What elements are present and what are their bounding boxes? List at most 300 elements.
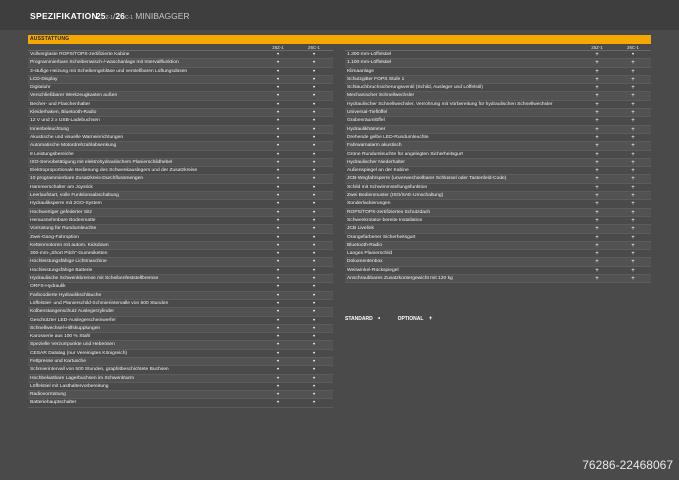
model-b-mark: • [312,276,316,283]
model-b-mark: • [312,367,316,374]
model-b-mark: + [631,101,635,108]
table-row [28,275,333,283]
model-b-mark: • [312,325,316,332]
model-a-mark: + [595,209,599,216]
model-a-mark: + [595,60,599,67]
table-row [28,51,333,59]
table-row [345,258,651,266]
row-label: Automatische Motordrehzahlabsenkung [30,143,117,149]
model-b-mark: • [312,392,316,399]
model-a-mark: • [276,68,280,75]
model-a-sub: Z-1 [105,15,113,21]
row-label: Innenbeleuchtung [30,126,69,132]
row-label: Batteriehauptschalter [30,400,77,406]
model-a-mark: + [595,159,599,166]
model-a-mark: • [276,110,280,117]
table-row [28,317,333,325]
model-a-mark: + [595,217,599,224]
legend [345,316,448,322]
row-label: Zwei-Gang-Fahroption [30,234,79,240]
table-row [28,159,333,167]
table-row [345,175,651,183]
model-b-mark: + [631,201,635,208]
table-row [28,258,333,266]
model-a-mark: • [276,76,280,83]
table-row [28,300,333,308]
model-b-mark: • [312,159,316,166]
table-row [345,126,651,134]
model-a-mark: • [276,367,280,374]
row-label: Schnellwechsel-Hilfskupplungen [30,325,101,331]
row-label: 8 Leistungsbereiche [30,151,74,157]
row-label: Kolbenstangenschutz Auslegerzylinder [30,309,115,315]
model-a-mark: + [595,242,599,249]
row-label: Hammerschalter am Joystick [30,184,93,190]
model-b-mark: + [631,184,635,191]
model-b-mark: • [312,93,316,100]
row-label: ORFS-Hydraulik [30,284,66,290]
page-header [0,0,679,30]
model-a-mark: • [276,358,280,365]
table-row [345,192,651,200]
table-row [345,167,651,175]
row-label: Außenspiegel an der Kabine [347,168,409,174]
model-a: 25 [96,11,106,21]
table-row [28,59,333,67]
model-a-mark: • [276,193,280,200]
model-b-mark: + [631,151,635,158]
model-a-mark: • [276,217,280,224]
model-a-mark: • [276,85,280,92]
model-a-mark: • [276,168,280,175]
table-row [28,192,333,200]
model-a-mark: • [276,325,280,332]
column-model-a: 25Z-1 [591,45,603,50]
model-a-mark: • [276,159,280,166]
row-label: Sonderlackierungen [347,201,391,207]
table-row [28,142,333,150]
row-label: ROPS/TOPS-zertifiziertes Schutzdach [347,209,431,215]
row-label: Hydraulische Schwenkbremse mit Scheibenfeststellbremse [30,276,159,282]
model-b-mark: + [631,209,635,216]
model-a-mark: • [276,151,280,158]
row-label: Anschraubbares Zusatzkontergewicht mit 120 kg [347,276,453,282]
row-label: Grabenräumlöffel [347,118,385,124]
model-b-mark: • [312,193,316,200]
model-a-mark: • [276,201,280,208]
row-label: Hochwertiger gefederter Sitz [30,209,92,215]
table-row [345,59,651,67]
table-row [28,209,333,217]
model-b-mark: • [312,375,316,382]
row-label: Schutzgitter FOPS Stufe 1 [347,76,405,82]
model-a-mark: + [595,143,599,150]
model-b-mark: • [312,342,316,349]
table-row [28,341,333,349]
table-row [28,101,333,109]
model-b-mark: • [312,309,316,316]
model-a-mark: + [595,234,599,241]
model-b-mark: + [631,76,635,83]
table-row [28,84,333,92]
model-b-mark: • [312,251,316,258]
model-a-mark: • [276,143,280,150]
model-a-mark: • [276,134,280,141]
model-b-mark: • [312,126,316,133]
model-a-mark: • [276,375,280,382]
model-b-mark: + [631,276,635,283]
model-a-mark: + [595,259,599,266]
model-sep: / [112,11,116,21]
table-row [345,242,651,250]
table-column-header [28,44,333,51]
model-a-mark: • [276,242,280,249]
model-b-mark: • [312,60,316,67]
model-a-mark: • [276,226,280,233]
column-model-b: 26C-1 [308,45,320,50]
row-label: Hydraulikhämmer [347,126,386,132]
model-b-mark: • [312,143,316,150]
row-label: JCB Livelink [347,226,374,232]
table-row [345,209,651,217]
model-b-mark: + [631,143,635,150]
model-suffix: MINIBAGGER [135,11,190,21]
row-label: Dokumentenbox [347,259,383,265]
model-a-mark: + [595,93,599,100]
row-label: Fettpresse und Kartusche [30,358,87,364]
model-b-mark: + [631,226,635,233]
row-label: 3-stufige Heizung mit Scheibengebläse und verstellbaren Lüftungsdüsen [30,68,188,74]
model-b-mark: • [312,209,316,216]
row-label: Schmierintervall von 500 Stunden, graphitbeschichtete Buchsen [30,367,169,373]
table-row [345,92,651,100]
row-label: Hochleistungsfähige Batterie [30,267,93,273]
table-row [28,325,333,333]
row-label: Schlauchbruchsicherungsventil (Schild, Ausleger und Löffelstil) [347,85,483,91]
table-row [345,250,651,258]
row-label: Drehende gelbe LED-Rundumleuchte [347,134,429,140]
model-b-mark: • [312,300,316,307]
row-label: 1.300-mm-Löffelstiel [347,52,392,57]
model-a-mark: + [595,126,599,133]
row-label: Hydraulischer Niederhalter [347,159,405,165]
row-label: Löffelstiel mit Lasthaltervorbereitung [30,383,109,389]
row-label: Fahrwarnalarm akustisch [347,143,402,149]
model-a-mark: • [276,400,280,407]
model-a-mark: • [276,334,280,341]
model-b-mark: + [631,85,635,92]
table-row [345,184,651,192]
model-b-mark: • [312,101,316,108]
legend-standard-label: STANDARD [345,316,373,322]
row-label: Langes Planierschild [347,251,393,257]
table-row [345,101,651,109]
row-label: LCD-Display [30,76,58,82]
row-label: Klimaanlage [347,68,374,74]
model-b-mark: • [312,176,316,183]
model-a-mark: + [595,134,599,141]
model-a-mark: • [276,284,280,291]
equipment-banner-label: AUSSTATTUNG [30,36,70,42]
table-row [28,184,333,192]
table-row [28,225,333,233]
model-b-mark: • [631,52,635,58]
model-b-mark: • [312,110,316,117]
table-row [28,267,333,275]
model-a-mark: • [276,392,280,399]
model-a-mark: • [276,118,280,125]
table-row [28,308,333,316]
model-a-mark: • [276,300,280,307]
table-row [28,283,333,291]
table-row [345,267,651,275]
model-a-mark: + [595,226,599,233]
model-b-mark: • [312,52,316,58]
model-a-mark: + [595,201,599,208]
legend-optional-symbol: + [428,316,433,322]
column-model-a: 25Z-1 [272,45,284,50]
row-label: Kettenmotoren mit autom. Kickdown [30,242,109,248]
row-label: Weitwinkel-Rückspiegel [347,267,399,273]
model-a-mark: + [595,76,599,83]
model-a-mark: • [276,317,280,324]
model-b-mark: + [631,242,635,249]
model-b-mark: + [631,118,635,125]
model-b-mark: + [631,159,635,166]
model-a-mark: • [276,126,280,133]
model-a-mark: + [595,151,599,158]
row-label: Universal-Tieflöffel [347,110,388,116]
model-a-mark: + [595,267,599,274]
row-label: Akustische und visuelle Warneinrichtungen [30,134,124,140]
row-label: Spezielle Verzurrpunkte und Hebeösen [30,342,115,348]
table-row [28,109,333,117]
model-a-mark: + [595,110,599,117]
row-label: Vorrüstung für Rundumleuchte [30,226,97,232]
model-a-mark: • [276,342,280,349]
model-b-mark: • [312,201,316,208]
section-title: SPEZIFIKATION [30,11,98,21]
equipment-banner [28,35,651,44]
model-b-mark: + [631,259,635,266]
model-a-mark: • [276,292,280,299]
model-title [96,11,190,21]
row-label: 300-mm-„Short Pitch“-Gummiketten [30,251,108,257]
row-label: Schwenkrotator-bereite Installation [347,217,423,223]
model-a-mark: + [595,118,599,125]
table-row [28,76,333,84]
model-b-mark: • [312,184,316,191]
model-b-mark: • [312,242,316,249]
model-b-mark: • [312,68,316,75]
table-row [28,117,333,125]
table-row [28,134,333,142]
row-label: Digitaluhr [30,85,51,91]
model-a-mark: • [276,60,280,67]
table-row [28,333,333,341]
model-b-mark: • [312,383,316,390]
row-label: Zwei Bedienmuster (ISO/SAE-Umschaltung) [347,193,444,199]
optional-equipment-table [345,44,651,283]
model-b-mark: + [631,126,635,133]
table-row [345,134,651,142]
table-row [28,292,333,300]
table-row [28,217,333,225]
model-b-mark: + [631,251,635,258]
standard-equipment-table [28,44,333,408]
table-row [28,167,333,175]
model-a-mark: • [276,309,280,316]
model-a-mark: • [276,350,280,357]
model-a-mark: + [595,251,599,258]
model-a-mark: + [595,184,599,191]
row-label: Radiovorrüstung [30,392,66,398]
table-row [345,217,651,225]
row-label: Geschützter LED-Auslegerscheinwerfer [30,317,116,323]
table-row [28,126,333,134]
model-b-mark: + [631,110,635,117]
row-label: Kleiderhaken, Bluetooth-Radio [30,110,97,116]
row-label: Farbcodierte Hydraulikschläuche [30,292,102,298]
model-b-mark: + [631,68,635,75]
model-a-mark: • [276,259,280,266]
row-label: Programmierbare Scheibenwisch-/-waschanlage mit Intervallfunktion [30,60,179,66]
model-b: 26 [115,11,125,21]
row-label: Hochleistungsfähige Lichtmaschine [30,259,107,265]
table-column-header [345,44,651,51]
row-label: 1.100-mm-Löffelstiel [347,60,392,66]
column-model-b: 26C-1 [627,45,639,50]
model-b-mark: + [631,217,635,224]
row-label: Becher- und Flaschenhalter [30,101,91,107]
model-b-mark: • [312,234,316,241]
model-b-mark: • [312,168,316,175]
row-label: JCB-Wegfahrsperre (unverwechselbarer Schlüssel oder Tastenfeld-Code) [347,176,507,182]
model-a-mark: + [595,168,599,175]
row-label: Elektroproportionale Bedienung des Schwenkauslegers und der Zusatzkreise [30,168,198,174]
table-row [28,399,333,407]
model-b-mark: • [312,334,316,341]
model-b-mark: • [312,358,316,365]
row-label: Grüne Rundumleuchte für angelegten Sicherheitsgurt [347,151,463,157]
table-row [345,151,651,159]
table-row [28,234,333,242]
table-row [28,358,333,366]
table-row [345,234,651,242]
model-a-mark: + [595,276,599,283]
table-row [345,68,651,76]
row-label: 12 V und 2 x USB-Ladebuchsen [30,118,100,124]
row-label: Löffelstiel- und Planierschild-Schmierintervalle von 500 Stunden [30,300,169,306]
model-a-mark: • [276,184,280,191]
model-a-mark: • [276,267,280,274]
row-label: Hydrauliksperre mit 2GO-System [30,201,102,207]
model-b-mark: • [312,317,316,324]
table-row [345,142,651,150]
model-a-mark: + [595,101,599,108]
model-b-mark: • [312,118,316,125]
table-row [28,391,333,399]
row-label: Schild mit Schwimmstellungsfunktion [347,184,428,190]
model-b-mark: + [631,176,635,183]
model-b-mark: • [312,284,316,291]
model-a-mark: • [276,234,280,241]
table-row [345,225,651,233]
table-row [345,200,651,208]
model-b-mark: • [312,267,316,274]
row-label: Bluetooth-Radio [347,242,383,248]
legend-optional-label: OPTIONAL [397,316,424,322]
table-row [345,275,651,283]
model-b-mark: • [312,151,316,158]
model-b-mark: + [631,234,635,241]
model-a-mark: • [276,101,280,108]
row-label: Orangefarbener Sicherheitsgurt [347,234,416,240]
model-b-mark: • [312,217,316,224]
row-label: ISO-Servobetätigung mit elektrohydraulischem Planierschildhebel [30,159,173,165]
row-label: 10 programmierbare Zusatzkreis-Durchflussmengen [30,176,144,182]
table-row [28,68,333,76]
model-b-mark: + [631,60,635,67]
model-b-mark: • [312,400,316,407]
table-row [28,151,333,159]
model-b-sub: C-1 [124,15,133,21]
model-b-mark: • [312,85,316,92]
table-row [28,200,333,208]
table-row [28,242,333,250]
row-label: Herausnehmbare Bodenmatte [30,217,96,223]
row-label: Hochbelastbare Lagerbuchsen im Schwenkturm [30,375,135,381]
table-row [28,250,333,258]
model-a-mark: + [595,68,599,75]
table-row [345,159,651,167]
model-b-mark: + [631,193,635,200]
model-a-mark: • [276,93,280,100]
row-label: Karosserie aus 100 % Stahl [30,334,91,340]
table-row [345,117,651,125]
watermark-id: 76286-22468067 [582,458,673,472]
row-label: Leerlaufstart, volle Funktionsabschaltung [30,193,119,199]
model-a-mark: • [276,52,280,58]
table-row [28,375,333,383]
row-label: Mechanischer Schnellwechsler [347,93,415,99]
row-label: Hydraulischer Schnellwechsler, Verrohrung mit Vorbereitung für hydraulischen Schnellwechsler [347,101,553,107]
model-a-mark: + [595,52,599,58]
row-label: CESAR Datatag (nur Vereinigtes Königreich) [30,350,128,356]
model-a-mark: + [595,193,599,200]
model-a-mark: + [595,85,599,92]
model-a-mark: • [276,383,280,390]
model-a-mark: • [276,251,280,258]
row-label: Verschließbarer Werkzeugkasten außen [30,93,118,99]
model-b-mark: • [312,259,316,266]
model-b-mark: + [631,93,635,100]
model-b-mark: • [312,226,316,233]
model-a-mark: • [276,209,280,216]
model-b-mark: • [312,76,316,83]
table-row [28,175,333,183]
table-row [345,84,651,92]
table-row [28,92,333,100]
model-b-mark: • [312,292,316,299]
model-b-mark: • [312,350,316,357]
model-a-mark: + [595,176,599,183]
table-row [345,109,651,117]
table-row [28,366,333,374]
model-b-mark: • [312,134,316,141]
model-b-mark: + [631,168,635,175]
model-a-mark: • [276,176,280,183]
